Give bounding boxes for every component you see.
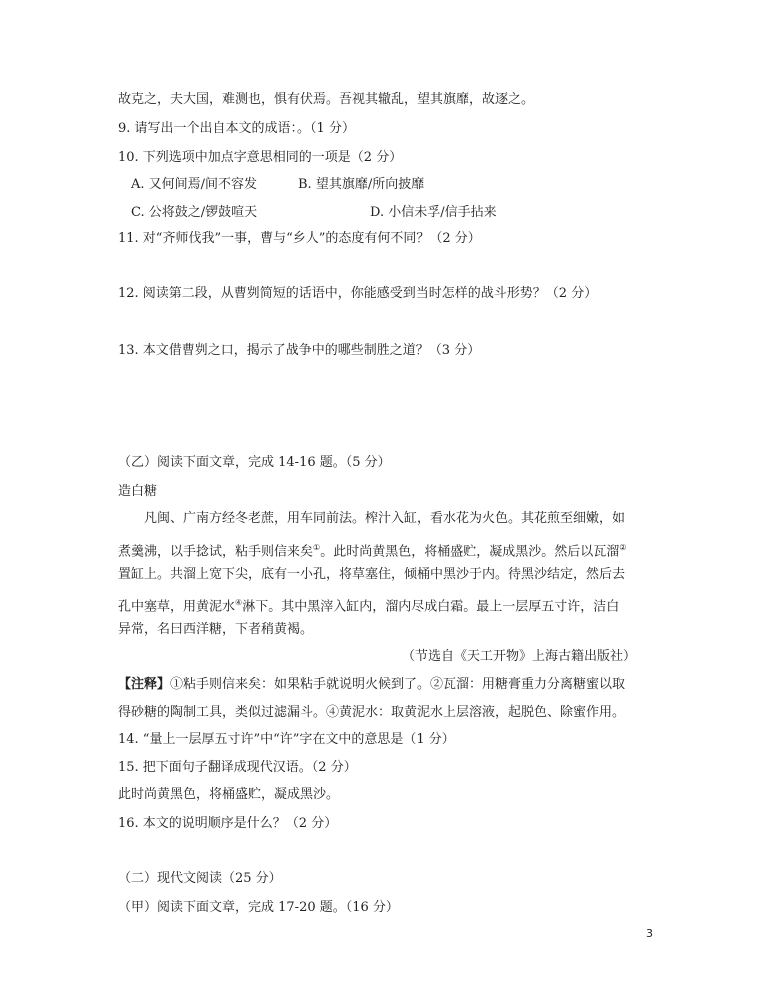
translation-sentence: 此时尚黄黑色，将桶盛贮，凝成黑沙。 [118, 787, 340, 802]
option-b: B. 望其旗靡/所向披靡 [298, 177, 425, 192]
paragraph-line [118, 594, 619, 616]
footnote-mark: ② [619, 543, 627, 552]
article-title: 造白糖 [118, 484, 158, 499]
question-13: 13. 本文借曹刿之口，揭示了战争中的哪些制胜之道？（3 分） [118, 343, 481, 358]
question-15: 15. 把下面句子翻译成现代汉语。（2 分） [118, 760, 357, 775]
annotation-line [118, 676, 625, 694]
question-14: 14. “量上一层厚五寸许”中“许”字在文中的意思是（1 分） [118, 732, 455, 747]
section-yi-heading: （乙）阅读下面文章，完成 14-16 题。（5 分） [118, 455, 391, 470]
text-segment: 。此时尚黄黑色，将桶盛贮，凝成黑沙。然后以瓦溜 [320, 544, 620, 560]
footnote-mark: ④ [235, 598, 243, 607]
question-12: 12. 阅读第二段，从曹刿简短的话语中，你能感受到当时怎样的战斗形势？（2 分） [118, 286, 598, 301]
source-citation: （节选自《天工开物》上海古籍出版社） [402, 649, 637, 664]
annotation-line: 得砂糖的陶制工具，类似过滤漏斗。④黄泥水：取黄泥水上层溶液，起脱色、除蜜作用。 [118, 705, 626, 720]
page-number: 3 [646, 927, 653, 940]
paragraph-line: 异常，名曰西洋糖，下者稍黄褐。 [118, 622, 314, 637]
text-segment: 煮羹沸，以手捻试，粘手则信来矣 [118, 544, 314, 560]
question-9: 9. 请写出一个出自本文的成语：。（1 分） [118, 121, 355, 136]
footnote-mark: ① [313, 543, 321, 552]
annotation-label: 【注释】 [118, 677, 171, 692]
annotation-text: ①粘手则信来矣：如果粘手就说明火候到了。②瓦溜：用糖膏重力分离糖蜜以取 [170, 677, 626, 692]
passage-line: 故克之，夫大国，难测也，惧有伏焉。吾视其辙乱，望其旗靡，故逐之。 [118, 92, 535, 107]
text-segment: 孔中塞草，用黄泥水 [118, 599, 236, 615]
question-11: 11. 对“齐师伐我”一事，曹与“乡人”的态度有何不同？（2 分） [118, 231, 481, 246]
paragraph-line [118, 539, 626, 561]
option-c: C. 公将鼓之/锣鼓喧天 [131, 205, 258, 220]
paragraph-line: 置缸上。共溜上宽下尖，底有一小孔，将草塞住，倾桶中黑沙于内。待黑沙结定，然后去 [118, 567, 626, 582]
option-a: A. 又何间焉/间不容发 [131, 177, 258, 192]
question-10: 10. 下列选项中加点字意思相同的一项是（2 分） [118, 150, 403, 165]
section-2-heading: （二）现代文阅读（25 分） [118, 871, 282, 886]
option-d: D. 小信未孚/信手拈来 [370, 205, 497, 220]
paragraph-line: 凡闽、广南方经冬老蔗，用车同前法。榨汁入缸，看水花为火色。其花煎至细嫩，如 [144, 511, 626, 526]
question-16: 16. 本文的说明顺序是什么？（2 分） [118, 816, 338, 831]
section-jia-heading: （甲）阅读下面文章，完成 17-20 题。（16 分） [118, 900, 399, 915]
text-segment: 淋下。其中黑滓入缸内，溜内尽成白霜。最上一层厚五寸许，洁白 [242, 599, 620, 615]
